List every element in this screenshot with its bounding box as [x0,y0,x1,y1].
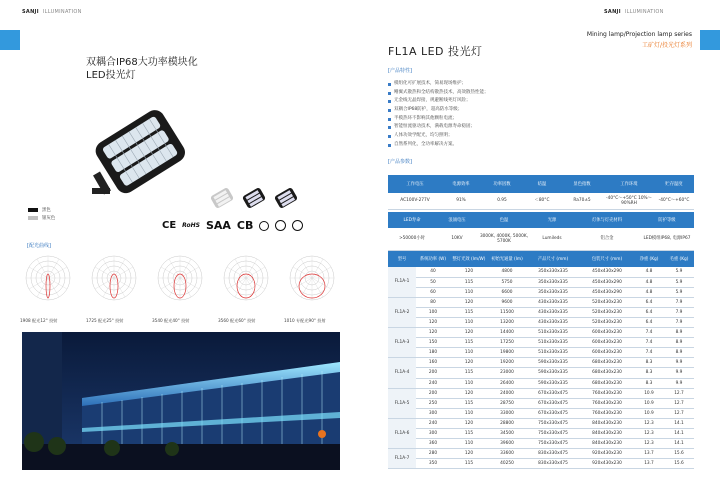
spec-value: ＜80°C [524,193,560,209]
feature-item [388,115,688,124]
feature-item [388,106,688,115]
model-cell: FL1A-4 [388,358,416,388]
table-cell: 120 [450,328,488,338]
table-cell: 450x430x290 [580,277,634,287]
table-row [388,328,694,338]
table-cell: 12.7 [664,408,694,418]
table-cell: 5750 [488,277,526,287]
table-cell: 520x430x230 [580,317,634,327]
spec-table-2 [388,212,694,251]
table-row [388,348,694,358]
table-cell: 13200 [488,317,526,327]
table-cell: 80 [416,297,450,307]
beam-label: 3540 配光40° 投射 [152,318,190,323]
model-cell: FL1A-7 [388,449,416,469]
feature-item [388,123,688,132]
model-cell: FL1A-5 [388,388,416,418]
table-cell: 590x330x335 [526,368,580,378]
beam-diagram [288,254,336,302]
table-cell: 670x330x475 [526,408,580,418]
table-cell: 750x330x475 [526,429,580,439]
table-row [388,429,694,439]
table-cell: 590x330x335 [526,358,580,368]
table-cell: 280 [416,449,450,459]
table-cell: 4800 [488,267,526,277]
table-cell: 600x430x230 [580,338,634,348]
table-cell: 120 [450,418,488,428]
table-cell: 9.9 [664,378,694,388]
table-cell: 120 [450,297,488,307]
table-cell: 39600 [488,439,526,449]
spec-table-1 [388,175,694,210]
feature-text: 双耦合IP68防护，超高防水等级； [394,107,463,113]
table-cell: 350 [416,459,450,469]
table-cell: 200 [416,388,450,398]
product-title: FL1A LED 投光灯 [388,45,483,58]
table-cell: 10.9 [634,398,664,408]
params-heading: [产品参数] [388,159,412,165]
table-cell: 4.8 [634,287,664,297]
table-cell: 8.9 [664,328,694,338]
bullet-icon [388,92,391,95]
spec-header: 色温 [478,212,530,228]
table-cell: 150 [416,338,450,348]
spec-value: Lumileds [530,228,574,250]
feature-text: 自然系列化，全功率解决方案。 [394,141,457,147]
right-blue-tab [700,30,720,50]
feature-item [388,89,688,98]
table-cell: 120 [450,388,488,398]
table-cell: 115 [450,398,488,408]
table-cell: 680x430x230 [580,378,634,388]
table-row [388,408,694,418]
table-cell: 110 [450,287,488,297]
table-cell: 430x330x335 [526,297,580,307]
table-cell: 40 [416,267,450,277]
product-model-table [388,251,694,469]
spec-header: 工作电压 [388,175,442,193]
table-cell: 13.7 [634,459,664,469]
color-key-label: 黑色 [42,208,51,213]
table-cell: 8.3 [634,368,664,378]
column-header: 型号 [388,251,416,267]
table-cell: 34500 [488,429,526,439]
table-cell: 60 [416,287,450,297]
table-cell: 6.4 [634,317,664,327]
table-cell: 115 [450,459,488,469]
table-cell: 360 [416,439,450,449]
bullet-icon [388,126,391,129]
table-cell: 23000 [488,368,526,378]
bullet-icon [388,144,391,147]
table-cell: 7.9 [664,297,694,307]
table-cell: 110 [450,378,488,388]
table-cell: 110 [450,439,488,449]
table-cell: 15.6 [664,449,694,459]
table-cell: 10.9 [634,388,664,398]
brand-sub: ILLUMINATION [624,9,664,15]
table-cell: 600x430x230 [580,348,634,358]
table-cell: 12.7 [664,388,694,398]
table-cell: 760x430x230 [580,388,634,398]
table-row [388,398,694,408]
spec-value: >50000小时 [388,228,436,250]
table-cell: 14.1 [664,439,694,449]
table-cell: 7.4 [634,328,664,338]
table-cell: 120 [450,267,488,277]
beam-diagram [156,254,204,302]
table-cell: 200 [416,368,450,378]
table-row [388,449,694,459]
table-cell: 5.9 [664,287,694,297]
cb-mark: CB [236,219,254,232]
table-cell: 670x330x475 [526,388,580,398]
table-cell: 8.3 [634,378,664,388]
color-key-silver [28,215,55,221]
color-variant-thumbnails [208,185,300,211]
title-line-2: LED投光灯 [86,70,136,81]
color-key-black [28,207,51,213]
feature-text: 无金线无晶焊接，规避断线死灯风险； [394,98,471,104]
spec-header: 结温 [524,175,560,193]
table-cell: 10.9 [634,408,664,418]
column-header: 毛重 (Kg) [664,251,694,267]
floodlight-image [80,98,200,208]
table-cell: 12.3 [634,439,664,449]
table-cell: 240 [416,418,450,428]
table-cell: 115 [450,338,488,348]
spec-header: 灯体与灯壳材料 [574,212,640,228]
ce-mark: CE [162,220,177,231]
spec-value: -40°C～+50°C 10%～90%RH [604,193,654,209]
table-cell: 14400 [488,328,526,338]
table-cell: 6600 [488,287,526,297]
table-row [388,368,694,378]
spec-header: 防护等级 [640,212,694,228]
left-header [22,9,82,15]
table-row [388,418,694,428]
table-cell: 19200 [488,358,526,368]
beam-label: 1010 专配光90° 投射 [284,318,326,323]
table-cell: 100 [416,307,450,317]
table-cell: 115 [450,368,488,378]
table-cell: 240 [416,378,450,388]
table-cell: 840x430x230 [580,418,634,428]
column-header: 包装尺寸 (mm) [580,251,634,267]
table-cell: 350x330x335 [526,277,580,287]
brand-sub: ILLUMINATION [42,9,82,15]
column-header: 初始光通量 (lm) [488,251,526,267]
spec-value: -40°C～+60°C [654,193,694,209]
bullet-icon [388,118,391,121]
product-title [86,56,198,82]
right-header [604,9,664,15]
table-cell: 11500 [488,307,526,317]
table-cell: 19800 [488,348,526,358]
table-cell: 115 [450,307,488,317]
table-cell: 430x330x335 [526,307,580,317]
brand: SANJI [22,9,39,15]
table-cell: 12.3 [634,429,664,439]
model-cell: FL1A-3 [388,328,416,358]
night-building-photo [22,332,340,470]
title-line-1: 双耦合IP68大功率模块化 [86,57,198,68]
table-cell: 520x430x230 [580,307,634,317]
table-cell: 180 [416,348,450,358]
column-header: 净重 (Kg) [634,251,664,267]
table-cell: 110 [450,348,488,358]
cert-circle-icon [259,221,269,231]
table-cell: 830x330x475 [526,449,580,459]
table-cell: 115 [450,429,488,439]
series-cn: 工矿灯/投光灯系列 [641,42,692,49]
bullet-icon [388,135,391,138]
table-cell: 680x430x230 [580,358,634,368]
table-cell: 12.3 [634,418,664,428]
spec-value: Ra70±5 [560,193,604,209]
certification-logos [162,219,303,232]
series-en: Mining lamp/Projection lamp series [586,31,692,38]
table-cell: 120 [416,317,450,327]
table-cell: 300 [416,408,450,418]
beam-diagram [222,254,270,302]
beam-label: 1725 配光25° 投射 [86,318,124,323]
table-row [388,267,694,277]
table-cell: 920x430x230 [580,449,634,459]
spec-value: LED模组IP68, 电源IP67 [640,228,694,250]
model-cell: FL1A-2 [388,297,416,327]
saa-mark: SAA [205,219,231,232]
table-cell: 7.9 [664,307,694,317]
table-cell: 7.4 [634,348,664,358]
table-cell: 28750 [488,398,526,408]
table-cell: 12.7 [664,398,694,408]
table-row [388,439,694,449]
feature-text: 鳍翼式散热和全结构散热技术，高效散热性能； [394,89,489,95]
model-cell: FL1A-6 [388,418,416,448]
table-row [388,287,694,297]
table-cell: 14.1 [664,418,694,428]
table-cell: 13.7 [634,449,664,459]
table-cell: 670x330x475 [526,398,580,408]
table-row [388,277,694,287]
table-cell: 8.9 [664,338,694,348]
table-cell: 300 [416,429,450,439]
table-cell: 7.9 [664,317,694,327]
table-cell: 28800 [488,418,526,428]
beam-label: 1908 配光12° 投射 [20,318,58,323]
beam-diagram [24,254,72,302]
table-cell: 5.9 [664,267,694,277]
spec-value: 0.95 [480,193,524,209]
table-row [388,358,694,368]
table-cell: 520x430x230 [580,297,634,307]
bullet-icon [388,109,391,112]
column-header: 产品尺寸 (mm) [526,251,580,267]
table-row [388,307,694,317]
column-header: 系统功率 (W) [416,251,450,267]
table-cell: 9600 [488,297,526,307]
swatch-silver [28,216,38,220]
table-cell: 33600 [488,449,526,459]
table-cell: 760x430x230 [580,398,634,408]
table-row [388,338,694,348]
rohs-mark: RoHS [182,222,200,229]
table-cell: 840x430x230 [580,429,634,439]
table-cell: 4.8 [634,277,664,287]
table-cell: 600x430x230 [580,328,634,338]
table-cell: 450x430x290 [580,287,634,297]
beam-label: 3560 配光60° 投射 [218,318,256,323]
table-cell: 9.9 [664,358,694,368]
feature-text: 智能恒流驱动技术，满载电源寿命稳固； [394,124,475,130]
etl-circle-icon [275,220,286,231]
table-cell: 5.9 [664,277,694,287]
table-cell: 8.9 [664,348,694,358]
swatch-black [28,208,38,212]
table-cell: 4.8 [634,267,664,277]
table-cell: 430x330x335 [526,317,580,327]
feature-text: 模组化可扩展技术，简易现场维护； [394,81,466,86]
table-cell: 750x330x475 [526,439,580,449]
table-cell: 120 [450,449,488,459]
table-row [388,388,694,398]
color-key-label: 银灰色 [42,216,56,221]
table-cell: 160 [416,358,450,368]
table-cell: 6.4 [634,297,664,307]
feature-list [388,80,688,150]
table-cell: 115 [450,277,488,287]
table-cell: 350x330x335 [526,287,580,297]
table-row [388,459,694,469]
table-cell: 510x330x335 [526,348,580,358]
right-page [361,0,720,489]
table-cell: 680x430x230 [580,368,634,378]
column-header: 整灯光效 (lm/W) [450,251,488,267]
table-row [388,378,694,388]
spec-header: 功率因数 [480,175,524,193]
spec-value: 铝合金 [574,228,640,250]
table-cell: 33000 [488,408,526,418]
table-cell: 17250 [488,338,526,348]
spec-header: 电源效率 [442,175,480,193]
feature-item [388,97,688,106]
table-cell: 15.6 [664,459,694,469]
left-blue-tab [0,30,20,50]
table-cell: 40250 [488,459,526,469]
beam-curve-heading: [配光曲线] [27,243,51,249]
table-cell: 510x330x335 [526,328,580,338]
feature-text: 人体功效学配光，均匀照明； [394,133,453,139]
spec-header: 光源 [530,212,574,228]
table-cell: 350x330x335 [526,267,580,277]
table-cell: 50 [416,277,450,287]
bullet-icon [388,83,391,86]
spec-header: 工作环境 [604,175,654,193]
table-cell: 7.4 [634,338,664,348]
table-cell: 120 [450,358,488,368]
table-cell: 450x430x290 [580,267,634,277]
table-cell: 830x330x475 [526,459,580,469]
table-cell: 510x330x335 [526,338,580,348]
table-cell: 24000 [488,388,526,398]
table-cell: 750x330x475 [526,418,580,428]
spec-header: 浪涌电压 [436,212,478,228]
table-cell: 840x430x230 [580,439,634,449]
table-cell: 26400 [488,378,526,388]
spec-value: 10KV [436,228,478,250]
model-cell: FL1A-1 [388,267,416,297]
ul-circle-icon [292,220,303,231]
spec-header: 显色指数 [560,175,604,193]
spec-header: 贮存温度 [654,175,694,193]
table-cell: 6.4 [634,307,664,317]
spec-value: 3000K, 4000K, 5000K, 5700K [478,228,530,250]
table-row [388,317,694,327]
spec-value: 91% [442,193,480,209]
table-cell: 120 [416,328,450,338]
feature-item [388,132,688,141]
table-cell: 920x430x230 [580,459,634,469]
beam-diagram [90,254,138,302]
brand: SANJI [604,9,621,15]
feature-text: 半模热环不影响其他颗粒电流； [394,115,457,121]
table-cell: 8.3 [634,358,664,368]
table-cell: 590x330x335 [526,378,580,388]
bullet-icon [388,100,391,103]
table-cell: 14.1 [664,429,694,439]
table-cell: 250 [416,398,450,408]
table-cell: 9.9 [664,368,694,378]
feature-item [388,80,688,89]
table-row [388,297,694,307]
features-heading: [产品特性] [388,68,412,74]
table-cell: 760x430x230 [580,408,634,418]
table-cell: 110 [450,408,488,418]
table-cell: 110 [450,317,488,327]
feature-item [388,141,688,150]
spec-value: AC100V-277V [388,193,442,209]
spec-header: LED寿命 [388,212,436,228]
